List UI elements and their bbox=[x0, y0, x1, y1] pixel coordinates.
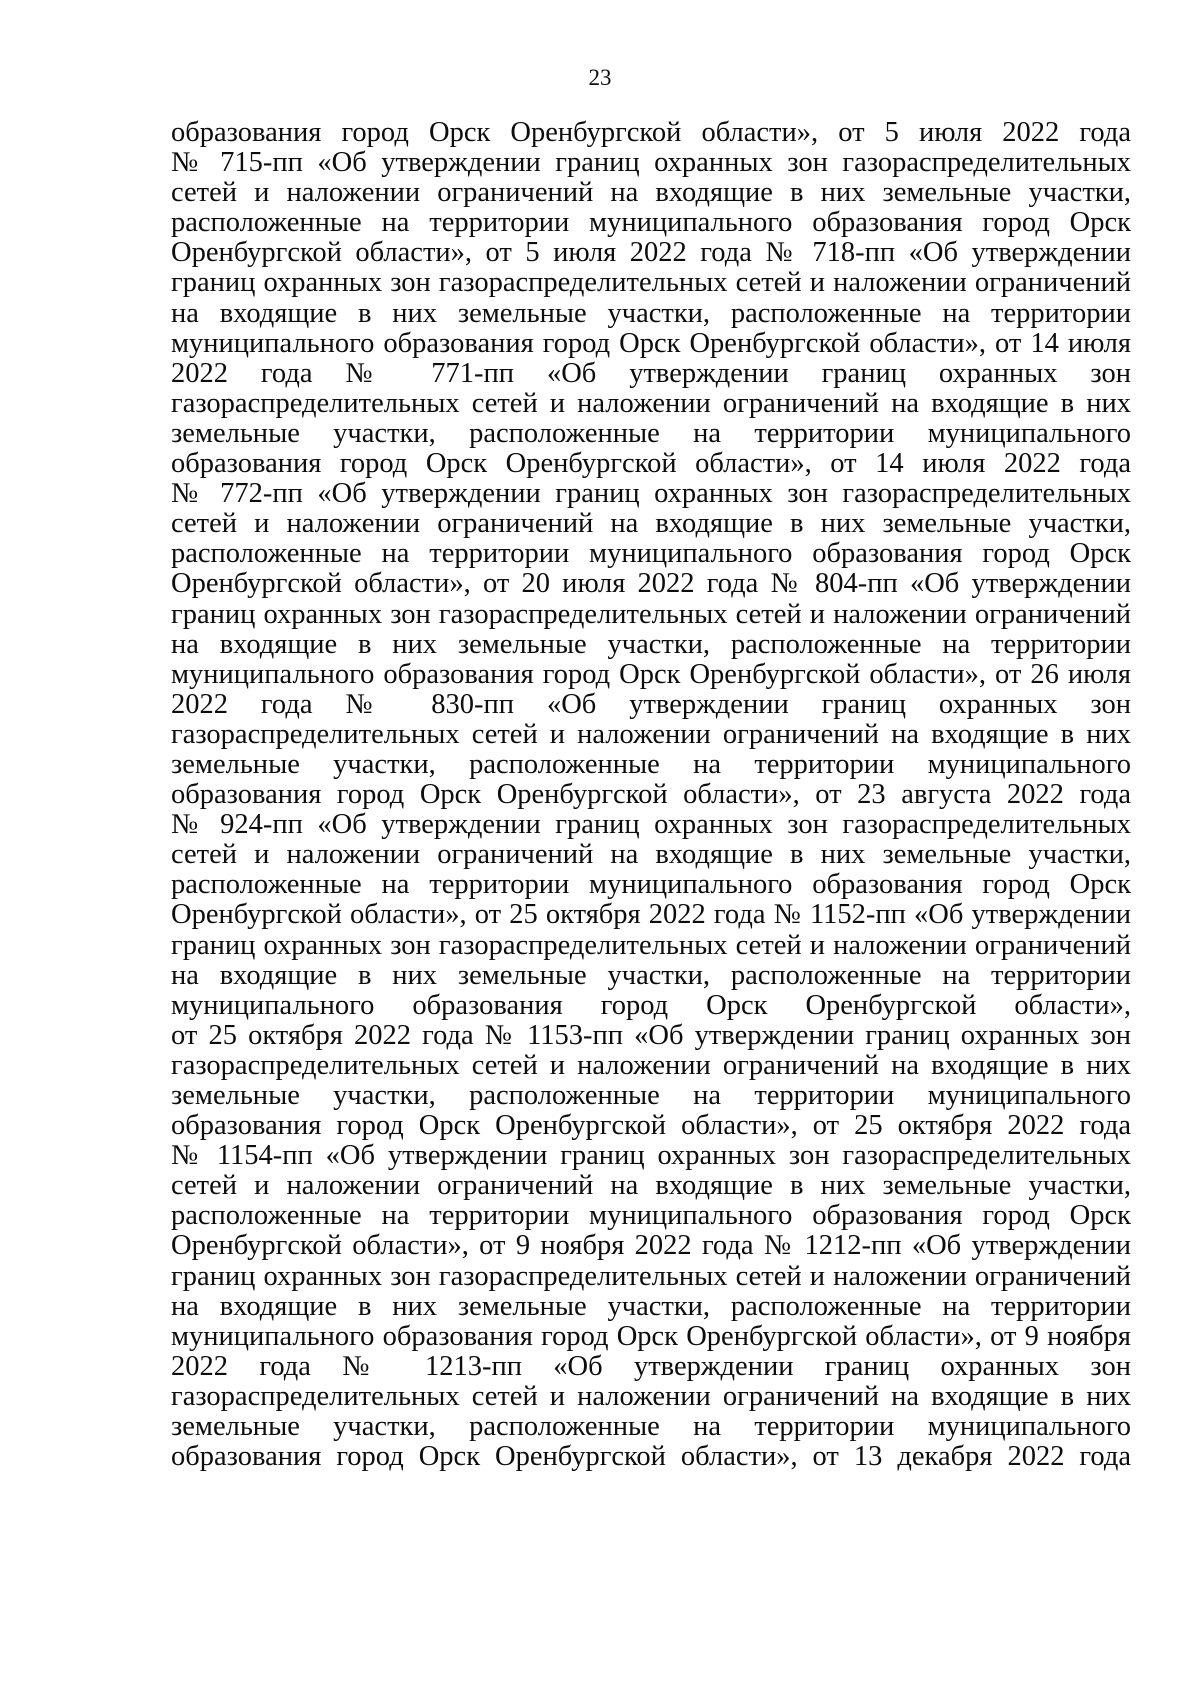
text-line: от 25 октября 2022 года № 1153-пп «Об утверждении границ охранных зон bbox=[171, 1019, 1131, 1051]
text-line: муниципального образования город Орск Оренбургской области», от 9 ноября bbox=[171, 1320, 1131, 1352]
text-line: Оренбургской области», от 9 ноября 2022 года № 1212-пп «Об утверждении bbox=[171, 1230, 1131, 1262]
text-line: 2022 года № 830-пп «Об утверждении границ охранных зон bbox=[171, 688, 1131, 720]
text-line: образования город Орск Оренбургской области», от 25 октября 2022 года bbox=[171, 1110, 1131, 1142]
text-line: на входящие в них земельные участки, расположенные на территории bbox=[171, 628, 1131, 660]
text-line: № 1154-пп «Об утверждении границ охранных зон газораспределительных bbox=[171, 1140, 1131, 1172]
text-line: муниципального образования город Орск Оренбургской области», от 14 июля bbox=[171, 327, 1131, 359]
text-line: на входящие в них земельные участки, расположенные на территории bbox=[171, 297, 1131, 329]
text-line: земельные участки, расположенные на территории муниципального bbox=[171, 748, 1131, 780]
text-line: 2022 года № 771-пп «Об утверждении границ охранных зон bbox=[171, 357, 1131, 389]
text-line: образования город Орск Оренбургской области», от 23 августа 2022 года bbox=[171, 779, 1131, 811]
text-line: расположенные на территории муниципального образования город Орск bbox=[171, 538, 1131, 570]
body-text bbox=[171, 118, 1131, 1472]
text-line: газораспределительных сетей и наложении ограничений на входящие в них bbox=[171, 718, 1131, 750]
text-line: сетей и наложении ограничений на входящие в них земельные участки, bbox=[171, 177, 1131, 209]
text-line: сетей и наложении ограничений на входящие в них земельные участки, bbox=[171, 508, 1131, 540]
text-line: № 715-пп «Об утверждении границ охранных зон газораспределительных bbox=[171, 147, 1131, 179]
text-line: образования город Орск Оренбургской области», от 13 декабря 2022 года bbox=[171, 1441, 1131, 1473]
page-number: 23 bbox=[588, 65, 612, 90]
text-line: газораспределительных сетей и наложении ограничений на входящие в них bbox=[171, 387, 1131, 419]
text-line: образования город Орск Оренбургской области», от 5 июля 2022 года bbox=[171, 117, 1131, 148]
text-line: № 772-пп «Об утверждении границ охранных зон газораспределительных bbox=[171, 478, 1131, 510]
text-line: границ охранных зон газораспределительных сетей и наложении ограничений bbox=[171, 1260, 1131, 1292]
text-line: на входящие в них земельные участки, расположенные на территории bbox=[171, 959, 1131, 991]
text-line: Оренбургской области», от 5 июля 2022 года № 718-пп «Об утверждении bbox=[171, 237, 1131, 269]
text-line: сетей и наложении ограничений на входящие в них земельные участки, bbox=[171, 839, 1131, 871]
text-line: земельные участки, расположенные на территории муниципального bbox=[171, 1411, 1131, 1443]
text-line: на входящие в них земельные участки, расположенные на территории bbox=[171, 1290, 1131, 1322]
text-line: земельные участки, расположенные на территории муниципального bbox=[171, 1080, 1131, 1111]
text-line: газораспределительных сетей и наложении ограничений на входящие в них bbox=[171, 1049, 1131, 1081]
text-line: Оренбургской области», от 20 июля 2022 года № 804-пп «Об утверждении bbox=[171, 568, 1131, 600]
text-line: расположенные на территории муниципального образования город Орск bbox=[171, 207, 1131, 239]
text-line: расположенные на территории муниципального образования город Орск bbox=[171, 869, 1131, 901]
text-line: границ охранных зон газораспределительных сетей и наложении ограничений bbox=[171, 929, 1131, 961]
text-line: сетей и наложении ограничений на входящие в них земельные участки, bbox=[171, 1170, 1131, 1202]
text-line: границ охранных зон газораспределительных сетей и наложении ограничений bbox=[171, 598, 1131, 630]
text-line: Оренбургской области», от 25 октября 2022 года № 1152-пп «Об утверждении bbox=[171, 899, 1131, 931]
text-line: расположенные на территории муниципального образования город Орск bbox=[171, 1200, 1131, 1232]
text-line: муниципального образования город Орск Оренбургской области», bbox=[171, 989, 1131, 1021]
text-line: земельные участки, расположенные на территории муниципального bbox=[171, 417, 1131, 449]
text-line: муниципального образования город Орск Оренбургской области», от 26 июля bbox=[171, 658, 1131, 690]
text-line: границ охранных зон газораспределительных сетей и наложении ограничений bbox=[171, 267, 1131, 299]
text-line: образования город Орск Оренбургской области», от 14 июля 2022 года bbox=[171, 448, 1131, 480]
text-line: № 924-пп «Об утверждении границ охранных зон газораспределительных bbox=[171, 809, 1131, 841]
text-line: газораспределительных сетей и наложении ограничений на входящие в них bbox=[171, 1380, 1131, 1412]
text-line: 2022 года № 1213-пп «Об утверждении границ охранных зон bbox=[171, 1350, 1131, 1382]
